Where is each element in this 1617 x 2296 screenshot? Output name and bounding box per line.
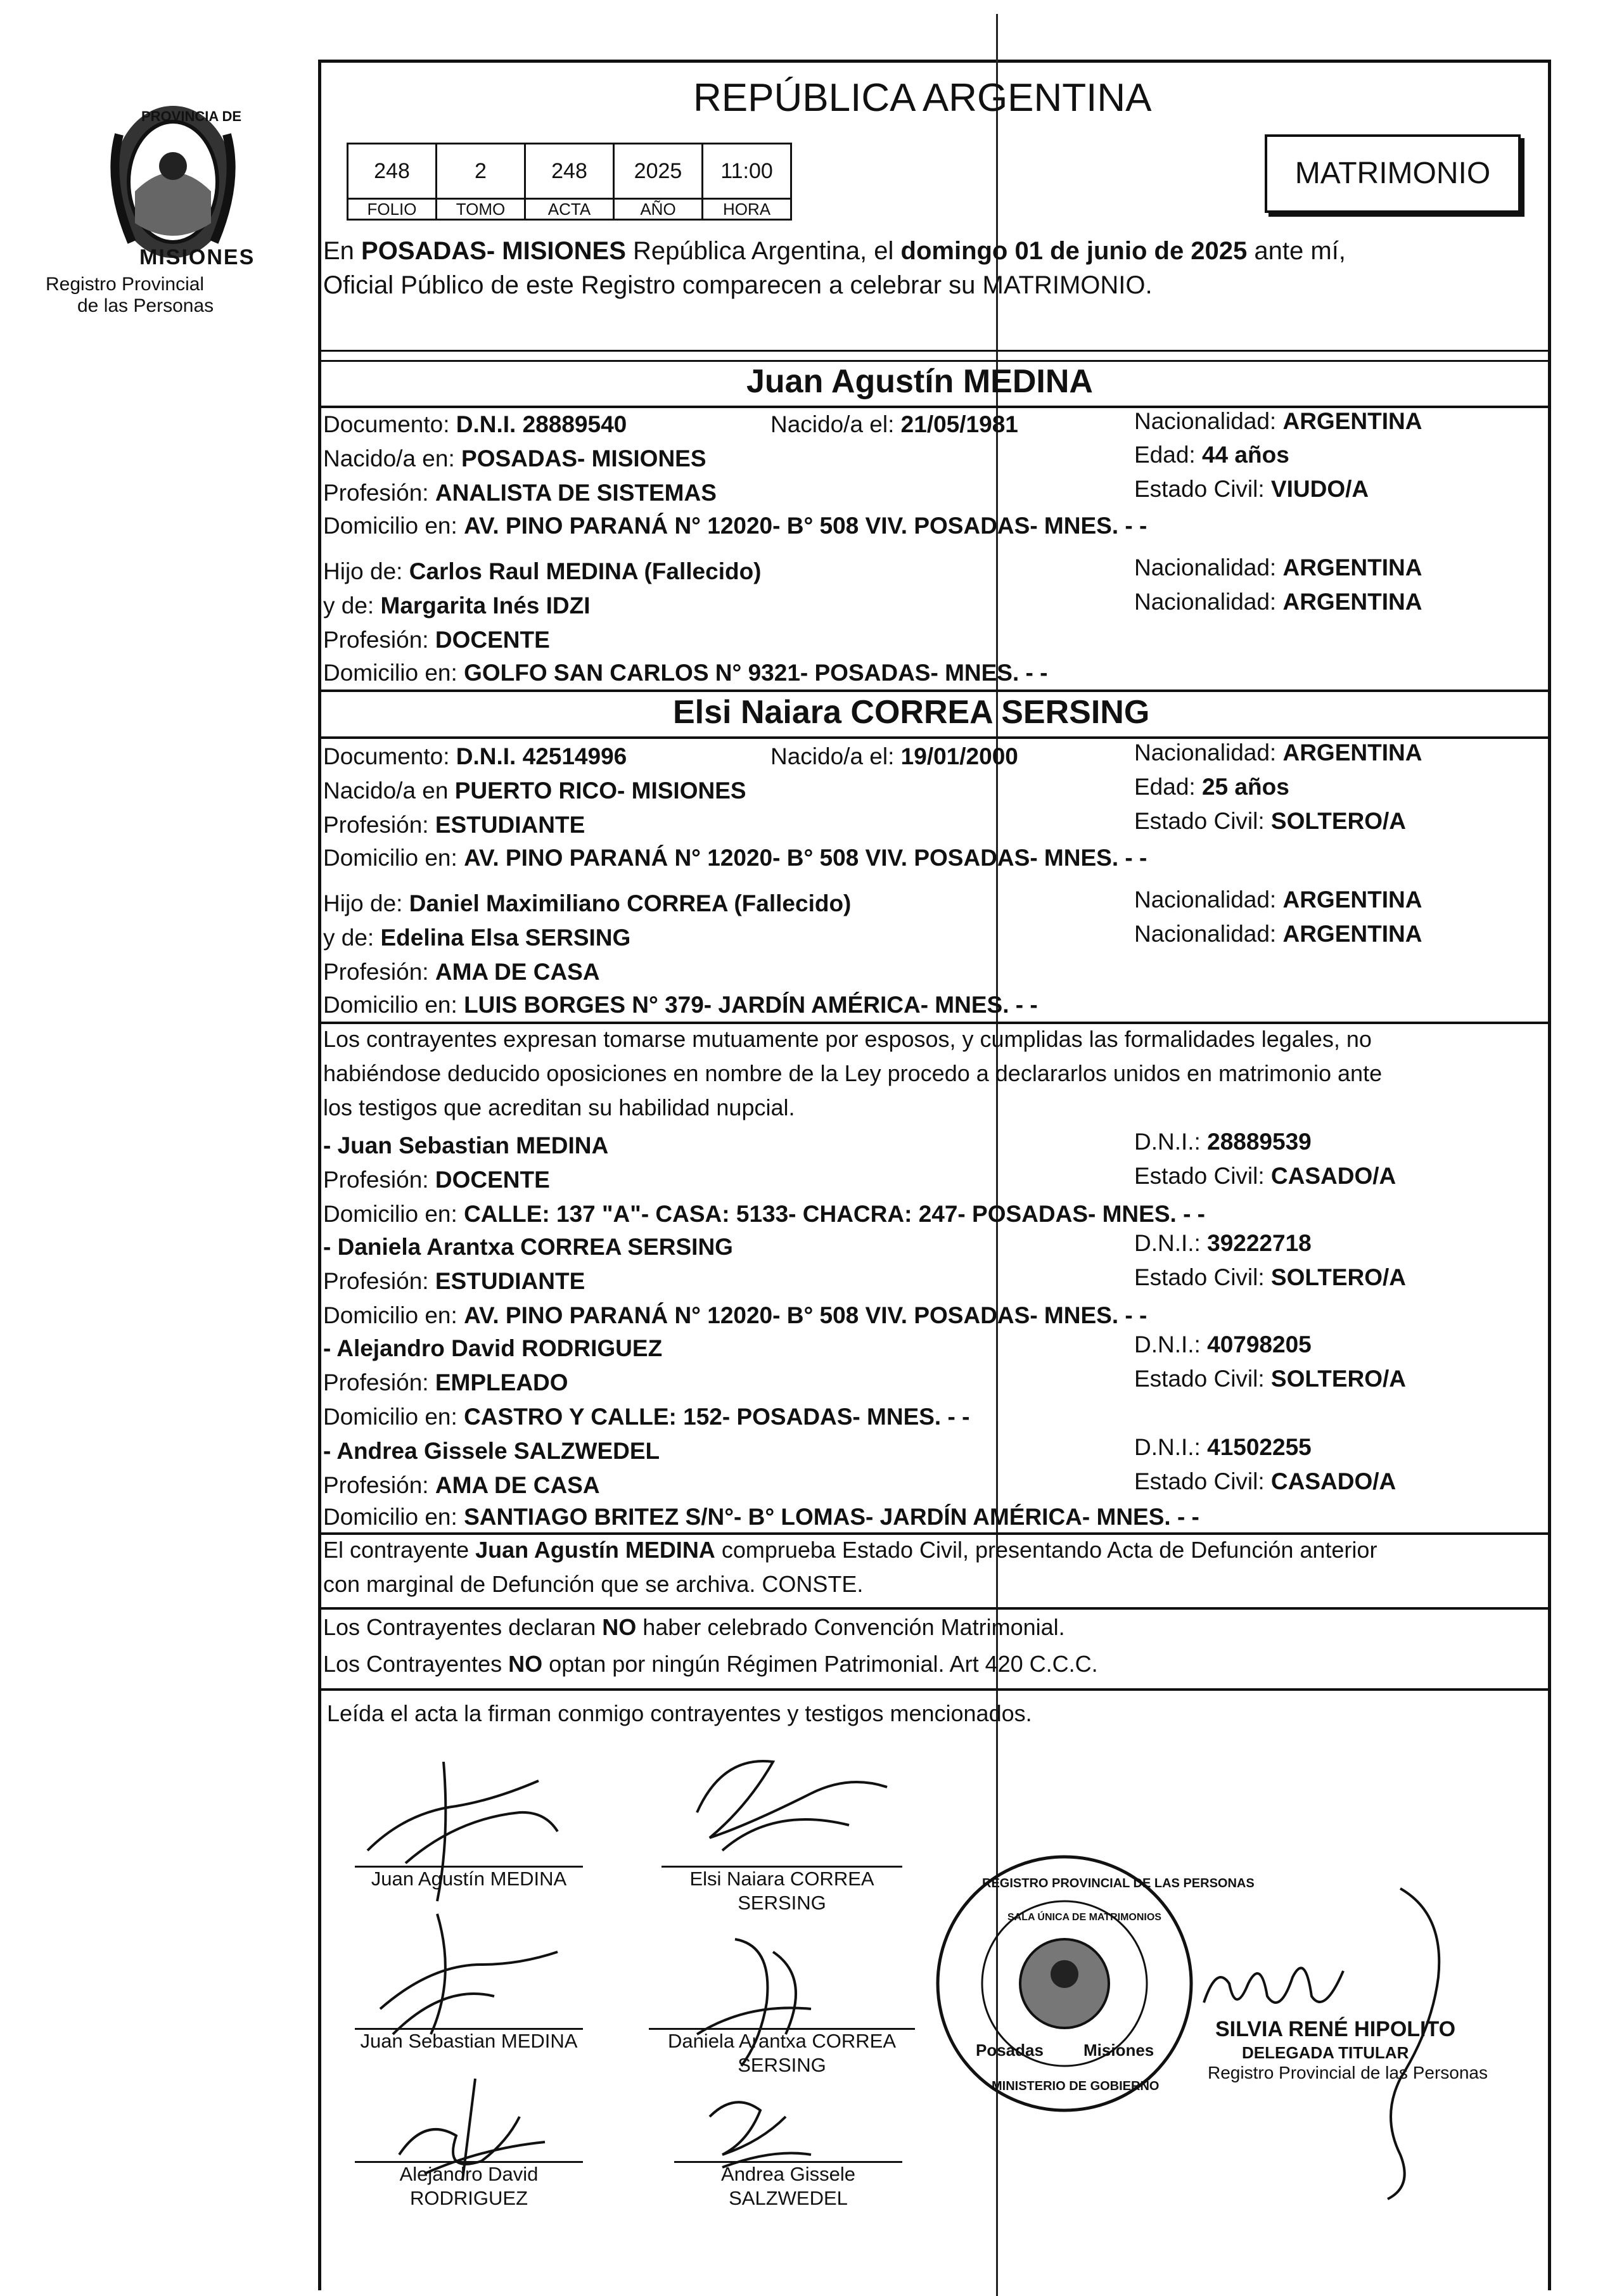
value: CASADO/A bbox=[1270, 1468, 1396, 1494]
value: ESTUDIANTE bbox=[435, 812, 585, 838]
divider bbox=[318, 1022, 1551, 1024]
testigo-domicilio bbox=[323, 1503, 1199, 1531]
c1-domicilio bbox=[323, 512, 1147, 540]
label: Profesión: bbox=[323, 812, 435, 838]
label: y de: bbox=[323, 593, 381, 619]
doc-type-box: MATRIMONIO bbox=[1265, 134, 1521, 213]
label: Domicilio en: bbox=[323, 1302, 464, 1328]
c2-padre-nac bbox=[1134, 886, 1422, 914]
value: Margarita Inés IDZI bbox=[380, 593, 591, 619]
c1-edad bbox=[1134, 441, 1289, 469]
c2-nacionalidad bbox=[1134, 739, 1422, 767]
label: D.N.I.: bbox=[1134, 1230, 1208, 1256]
value: 40798205 bbox=[1207, 1331, 1312, 1357]
text: Los Contrayentes declaran bbox=[323, 1614, 603, 1640]
label: Nacionalidad: bbox=[1134, 921, 1283, 947]
value: SOLTERO/A bbox=[1270, 808, 1407, 834]
c2-madre-nac bbox=[1134, 920, 1422, 948]
testigo-dni bbox=[1134, 1229, 1312, 1257]
seal-city-right: Misiones bbox=[1083, 2041, 1154, 2060]
value: ANALISTA DE SISTEMAS bbox=[435, 480, 717, 506]
value: ARGENTINA bbox=[1282, 740, 1422, 766]
folio-value: 248 bbox=[347, 143, 437, 200]
c2-profesion bbox=[323, 811, 585, 839]
testigo-dni bbox=[1134, 1433, 1312, 1461]
divider bbox=[318, 350, 1551, 352]
value: CASADO/A bbox=[1270, 1163, 1396, 1189]
tomo-label: TOMO bbox=[435, 198, 526, 221]
label: D.N.I.: bbox=[1134, 1331, 1208, 1357]
value: VIUDO/A bbox=[1270, 476, 1369, 502]
intro-text-b: República Argentina, el bbox=[625, 237, 901, 265]
testigo-estado-civil bbox=[1134, 1365, 1406, 1393]
c1-madre-nac bbox=[1134, 588, 1422, 616]
signature-label-contrayente-1: Juan Agustín MEDINA bbox=[371, 1868, 567, 1890]
c1-madre bbox=[323, 592, 591, 620]
declaration-line-3: los testigos que acreditan su habilidad nupcial. bbox=[323, 1094, 795, 1120]
label: Nacido/a en bbox=[323, 778, 455, 804]
testigo-profesion bbox=[323, 1166, 550, 1194]
label: Profesión: bbox=[323, 1369, 435, 1395]
value: DOCENTE bbox=[435, 1167, 550, 1193]
testigo-profesion bbox=[323, 1472, 600, 1499]
tomo-value: 2 bbox=[435, 143, 526, 200]
declaration-line-1: Los contrayentes expresan tomarse mutuamente por esposos, y cumplidas las formalidades legales, no bbox=[323, 1026, 1372, 1052]
c2-nacido-el bbox=[770, 743, 1018, 771]
value: AV. PINO PARANÁ N° 12020- B° 508 VIV. POSADAS- MNES. - - bbox=[464, 1302, 1147, 1328]
value: AMA DE CASA bbox=[435, 959, 600, 985]
value: AMA DE CASA bbox=[435, 1472, 600, 1498]
value: PUERTO RICO- MISIONES bbox=[454, 778, 746, 804]
signature-label-testigo-2b: SERSING bbox=[738, 2054, 826, 2076]
value: D.N.I. 42514996 bbox=[456, 743, 627, 769]
divider bbox=[318, 1688, 1551, 1691]
label: Nacido/a el: bbox=[770, 743, 901, 769]
registry-name-line1: Registro Provincial bbox=[46, 274, 205, 295]
value: SOLTERO/A bbox=[1270, 1366, 1407, 1392]
divider bbox=[318, 1532, 1551, 1535]
value: Edelina Elsa SERSING bbox=[380, 925, 631, 951]
label: Nacionalidad: bbox=[1134, 589, 1283, 615]
contrayente2-name: Elsi Naiara CORREA SERSING bbox=[673, 694, 1150, 731]
label: Profesión: bbox=[323, 1472, 435, 1498]
label: Estado Civil: bbox=[1134, 476, 1271, 502]
label: y de: bbox=[323, 925, 381, 951]
intro-line-2: Oficial Público de este Registro comparecen a celebrar su MATRIMONIO. bbox=[323, 271, 1153, 299]
value: 28889539 bbox=[1207, 1129, 1312, 1155]
signature-label-testigo-3: Alejandro David bbox=[399, 2163, 539, 2185]
value: ESTUDIANTE bbox=[435, 1268, 585, 1294]
value: D.N.I. 28889540 bbox=[456, 411, 627, 437]
label: Estado Civil: bbox=[1134, 808, 1271, 834]
c1-padre bbox=[323, 558, 762, 586]
label: Domicilio en: bbox=[323, 660, 464, 686]
signatures-drawing bbox=[329, 1736, 963, 2224]
hora-value: 11:00 bbox=[701, 143, 792, 200]
value: LUIS BORGES N° 379- JARDÍN AMÉRICA- MNES. - - bbox=[464, 992, 1038, 1018]
signature-label-testigo-3b: RODRIGUEZ bbox=[410, 2187, 528, 2209]
c2-padres-domicilio bbox=[323, 991, 1038, 1019]
label: Domicilio en: bbox=[323, 513, 464, 539]
value: SOLTERO/A bbox=[1270, 1264, 1407, 1290]
logo-text-top: PROVINCIA DE bbox=[141, 108, 242, 124]
no: NO bbox=[602, 1614, 637, 1640]
intro-line-1 bbox=[323, 236, 1346, 266]
value: 44 años bbox=[1201, 442, 1289, 468]
value: AV. PINO PARANÁ N° 12020- B° 508 VIV. POSADAS- MNES. - - bbox=[464, 845, 1147, 871]
label: Estado Civil: bbox=[1134, 1468, 1271, 1494]
folio-label: FOLIO bbox=[347, 198, 437, 221]
label: D.N.I.: bbox=[1134, 1434, 1208, 1460]
label: Estado Civil: bbox=[1134, 1366, 1271, 1392]
c1-padres-profesion bbox=[323, 626, 550, 654]
label: Hijo de: bbox=[323, 558, 409, 584]
estado-note-line-1 bbox=[323, 1536, 1377, 1564]
c2-madre bbox=[323, 924, 630, 952]
c1-padres-domicilio bbox=[323, 659, 1047, 687]
label: Edad: bbox=[1134, 442, 1202, 468]
value: AV. PINO PARANÁ N° 12020- B° 508 VIV. POSADAS- MNES. - - bbox=[464, 513, 1147, 539]
text: El contrayente bbox=[323, 1537, 476, 1563]
testigo-name: - Alejandro David RODRIGUEZ bbox=[323, 1335, 663, 1361]
label: Documento: bbox=[323, 411, 456, 437]
signature-label-contrayente-2b: SERSING bbox=[738, 1892, 826, 1914]
value: EMPLEADO bbox=[435, 1369, 568, 1395]
testigo-name: - Daniela Arantxa CORREA SERSING bbox=[323, 1234, 733, 1260]
testigo-estado-civil bbox=[1134, 1264, 1406, 1292]
value: ARGENTINA bbox=[1282, 555, 1422, 580]
c2-estado-civil bbox=[1134, 807, 1406, 835]
country-title: REPÚBLICA ARGENTINA bbox=[693, 76, 1152, 120]
convencion-line-1 bbox=[323, 1613, 1065, 1641]
c1-nacido-el bbox=[770, 411, 1018, 439]
label: Hijo de: bbox=[323, 890, 409, 916]
anio-value: 2025 bbox=[613, 143, 703, 200]
name: Juan Agustín MEDINA bbox=[475, 1537, 715, 1563]
signature-label-contrayente-2: Elsi Naiara CORREA bbox=[689, 1868, 874, 1890]
estado-note-line-2: con marginal de Defunción que se archiva. CONSTE. bbox=[323, 1571, 864, 1597]
testigo-estado-civil bbox=[1134, 1468, 1396, 1496]
signature-label-testigo-4: Andrea Gissele bbox=[721, 2163, 855, 2185]
c2-padre bbox=[323, 890, 851, 918]
label: Profesión: bbox=[323, 959, 435, 985]
label: Domicilio en: bbox=[323, 1201, 464, 1227]
testigo-domicilio bbox=[323, 1302, 1147, 1330]
declaration-line-2: habiéndose deducido oposiciones en nombre de la Ley procedo a declararlos unidos en matrimonio ante bbox=[323, 1060, 1383, 1086]
contrayente1-name: Juan Agustín MEDINA bbox=[746, 363, 1093, 400]
official-seal bbox=[931, 1850, 1255, 2117]
testigo-estado-civil bbox=[1134, 1162, 1396, 1190]
value: GOLFO SAN CARLOS N° 9321- POSADAS- MNES. - - bbox=[464, 660, 1048, 686]
label: Domicilio en: bbox=[323, 1404, 464, 1430]
testigo-domicilio bbox=[323, 1200, 1205, 1228]
label: Nacido/a en: bbox=[323, 446, 462, 471]
c2-nacido-en bbox=[323, 777, 746, 805]
value: 39222718 bbox=[1207, 1230, 1312, 1256]
label: Nacionalidad: bbox=[1134, 740, 1283, 766]
acta-value: 248 bbox=[524, 143, 615, 200]
value: ARGENTINA bbox=[1282, 921, 1422, 947]
seal-inner-text: SALA ÚNICA DE MATRIMONIOS bbox=[1007, 1912, 1161, 1923]
text: comprueba Estado Civil, presentando Acta de Defunción anterior bbox=[715, 1537, 1377, 1563]
closing-text: Leída el acta la firman conmigo contrayentes y testigos mencionados. bbox=[327, 1700, 1032, 1726]
label: Nacionalidad: bbox=[1134, 887, 1283, 913]
value: POSADAS- MISIONES bbox=[461, 446, 706, 471]
testigo-dni bbox=[1134, 1331, 1312, 1359]
value: Carlos Raul MEDINA (Fallecido) bbox=[409, 558, 762, 584]
value: DOCENTE bbox=[435, 627, 550, 653]
value: SANTIAGO BRITEZ S/N°- B° LOMAS- JARDÍN AMÉRICA- MNES. - - bbox=[464, 1504, 1199, 1530]
label: Nacionalidad: bbox=[1134, 408, 1283, 434]
value: ARGENTINA bbox=[1282, 408, 1422, 434]
value: 41502255 bbox=[1207, 1434, 1312, 1460]
convencion-line-2 bbox=[323, 1650, 1098, 1678]
label: Nacionalidad: bbox=[1134, 555, 1283, 580]
value: ARGENTINA bbox=[1282, 887, 1422, 913]
registry-name-line2: de las Personas bbox=[77, 295, 214, 316]
divider bbox=[318, 1607, 1551, 1610]
label: Profesión: bbox=[323, 1167, 435, 1193]
c2-documento bbox=[323, 743, 627, 771]
c1-profesion bbox=[323, 479, 717, 507]
text: Los Contrayentes bbox=[323, 1651, 509, 1677]
label: Domicilio en: bbox=[323, 845, 464, 871]
label: Domicilio en: bbox=[323, 1504, 464, 1530]
c1-documento bbox=[323, 411, 627, 439]
value: 21/05/1981 bbox=[900, 411, 1018, 437]
official-name: SILVIA RENÉ HIPOLITO bbox=[1215, 2017, 1456, 2041]
seal-bottom-text: MINISTERIO DE GOBIERNO bbox=[992, 2079, 1160, 2093]
testigo-dni bbox=[1134, 1128, 1312, 1156]
label: Nacido/a el: bbox=[770, 411, 901, 437]
no: NO bbox=[508, 1651, 543, 1677]
intro-date: domingo 01 de junio de 2025 bbox=[900, 237, 1248, 265]
label: Estado Civil: bbox=[1134, 1163, 1271, 1189]
divider bbox=[318, 360, 1551, 362]
testigo-name: - Juan Sebastian MEDINA bbox=[323, 1132, 609, 1158]
label: Profesión: bbox=[323, 1268, 435, 1294]
anio-label: AÑO bbox=[613, 198, 703, 221]
intro-place: POSADAS- MISIONES bbox=[361, 237, 626, 265]
label: Documento: bbox=[323, 743, 456, 769]
testigo-domicilio bbox=[323, 1403, 969, 1431]
intro-text-c: ante mí, bbox=[1247, 237, 1346, 265]
official-org: Registro Provincial de las Personas bbox=[1208, 2063, 1488, 2082]
acta-label: ACTA bbox=[524, 198, 615, 221]
signature-label-testigo-1: Juan Sebastian MEDINA bbox=[360, 2030, 578, 2052]
value: CASTRO Y CALLE: 152- POSADAS- MNES. - - bbox=[464, 1404, 970, 1430]
label: Profesión: bbox=[323, 627, 435, 653]
c2-edad bbox=[1134, 773, 1289, 801]
intro-text-a: En bbox=[323, 237, 362, 265]
value: 19/01/2000 bbox=[900, 743, 1018, 769]
c1-nacionalidad bbox=[1134, 407, 1422, 435]
official-title: DELEGADA TITULAR bbox=[1242, 2043, 1409, 2062]
value: ARGENTINA bbox=[1282, 589, 1422, 615]
label: Profesión: bbox=[323, 480, 435, 506]
seal-outer-text: REGISTRO PROVINCIAL DE LAS PERSONAS bbox=[982, 1876, 1255, 1890]
value: Daniel Maximiliano CORREA (Fallecido) bbox=[409, 890, 852, 916]
signature-label-testigo-2: Daniela Arantxa CORREA bbox=[667, 2030, 897, 2052]
c2-domicilio bbox=[323, 844, 1147, 872]
c1-nacido-en bbox=[323, 445, 706, 473]
text: optan por ningún Régimen Patrimonial. Art 420 C.C.C. bbox=[542, 1651, 1098, 1677]
seal-city-left: Posadas bbox=[976, 2041, 1044, 2060]
label: Estado Civil: bbox=[1134, 1264, 1271, 1290]
c1-estado-civil bbox=[1134, 475, 1369, 503]
logo-text-bottom: MISIONES bbox=[139, 245, 255, 269]
testigo-profesion bbox=[323, 1267, 585, 1295]
signature-label-testigo-4b: SALZWEDEL bbox=[729, 2187, 848, 2209]
testigo-profesion bbox=[323, 1369, 568, 1397]
value: CALLE: 137 "A"- CASA: 5133- CHACRA: 247- POSADAS- MNES. - - bbox=[464, 1201, 1205, 1227]
label: Domicilio en: bbox=[323, 992, 464, 1018]
registry-logo bbox=[81, 96, 265, 286]
c1-padre-nac bbox=[1134, 554, 1422, 582]
hora-label: HORA bbox=[701, 198, 792, 221]
label: Edad: bbox=[1134, 774, 1202, 800]
c2-padres-profesion bbox=[323, 958, 600, 986]
value: 25 años bbox=[1201, 774, 1289, 800]
testigo-name: - Andrea Gissele SALZWEDEL bbox=[323, 1438, 660, 1464]
divider bbox=[318, 689, 1551, 692]
label: D.N.I.: bbox=[1134, 1129, 1208, 1155]
text: haber celebrado Convención Matrimonial. bbox=[636, 1614, 1065, 1640]
